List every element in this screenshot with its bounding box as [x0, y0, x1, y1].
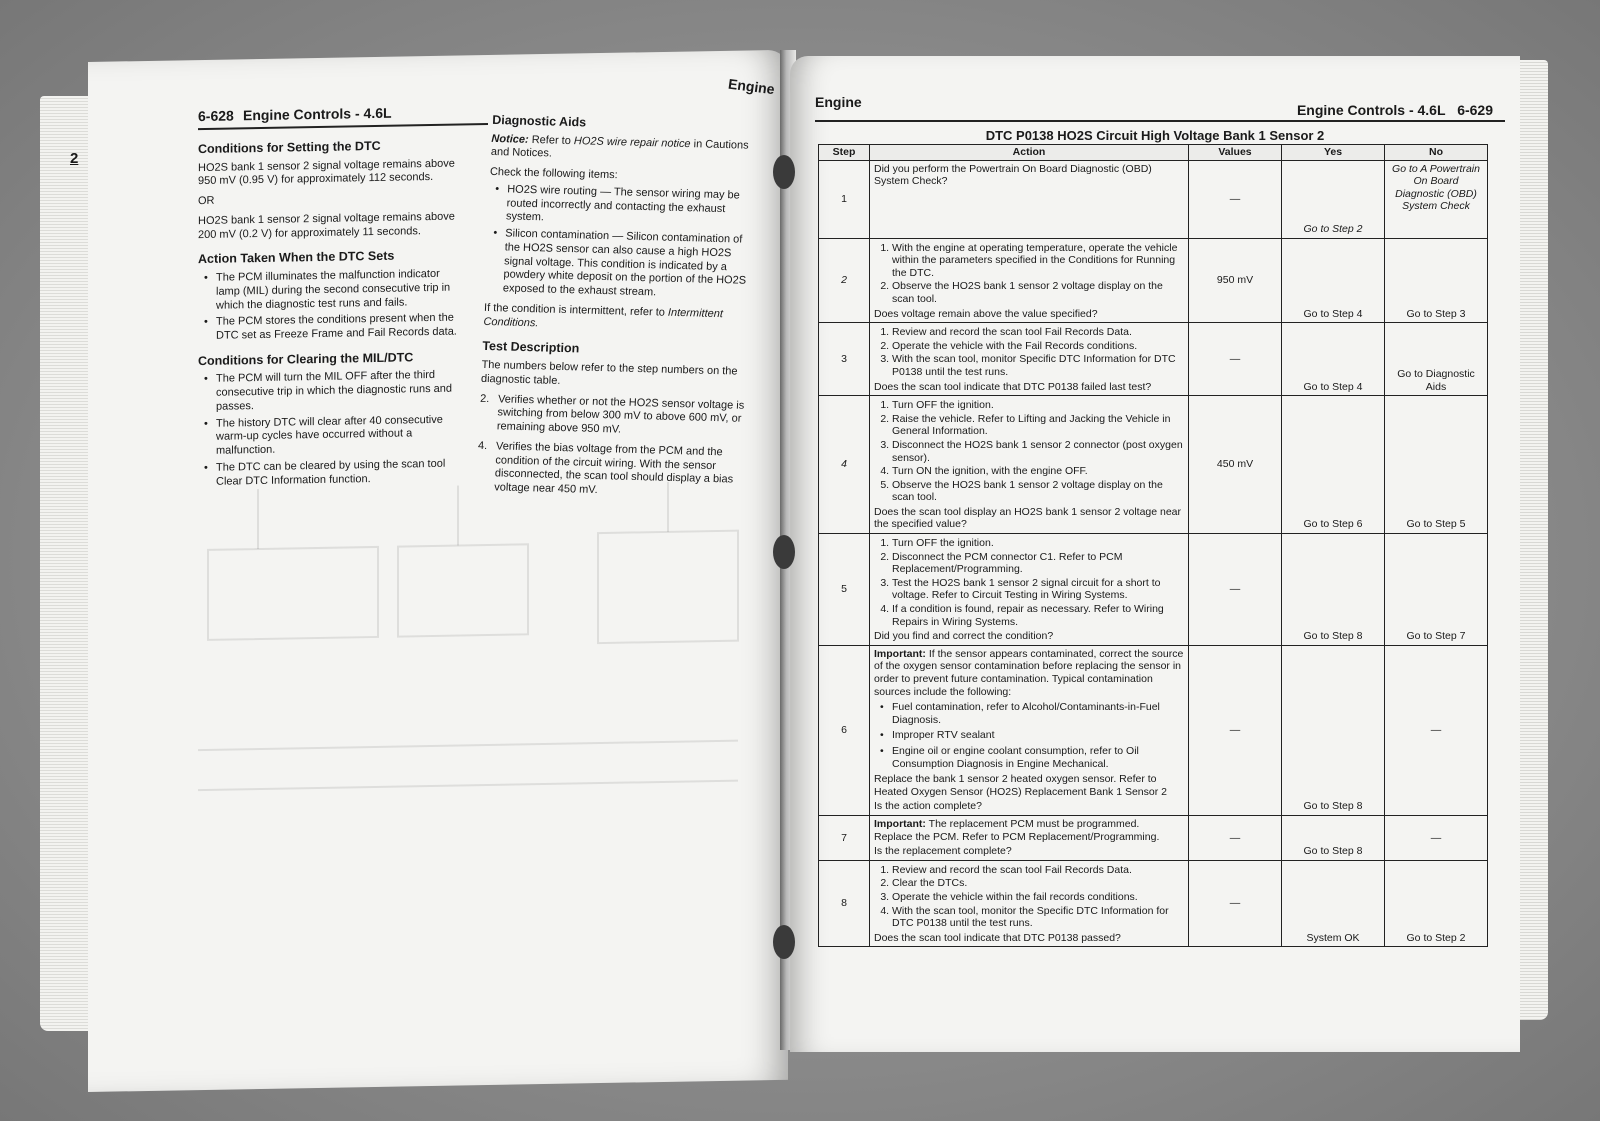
action-question: Is the action complete?	[874, 800, 982, 813]
conditions-setting-or: OR	[198, 194, 215, 208]
test-description-intro: The numbers below refer to the step numbers on the diagnostic table.	[480, 358, 738, 387]
table-row	[819, 815, 1488, 860]
step-number: 1	[819, 160, 870, 238]
conditions-clearing-item: • The PCM will turn the MIL OFF after the third consecutive trip in which the diagnostic runs and passes.	[198, 369, 466, 415]
important-label: Important:	[874, 647, 926, 660]
action-cell	[870, 396, 1189, 534]
action-step: 1. Turn OFF the ignition.	[892, 537, 1184, 550]
intermittent-pre: If the condition is intermittent, refer to	[483, 301, 666, 319]
left-column-2	[476, 103, 763, 508]
item-number: 2.	[479, 392, 490, 405]
value-cell: —	[1189, 645, 1282, 815]
diagnostic-aids-heading: Diagnostic Aids	[491, 112, 587, 130]
conditions-clearing-item: • The DTC can be cleared by using the scan tool Clear DTC Information function.	[198, 457, 466, 489]
running-header-right	[815, 92, 1505, 122]
column-header: Step	[819, 145, 870, 161]
important-label: Important:	[874, 817, 926, 830]
column-header: Values	[1189, 145, 1282, 161]
action-step: 3. With the scan tool, monitor Specific DTC Information for DTC P0138 until the test runs.	[892, 353, 1184, 378]
notice-paragraph	[491, 133, 762, 168]
no-cell: Go to Step 2	[1385, 860, 1488, 947]
action-step: 2. Observe the HO2S bank 1 sensor 2 voltage display on the scan tool.	[892, 280, 1184, 305]
diagnostic-table	[818, 144, 1488, 947]
conditions-setting-heading: Conditions for Setting the DTC	[198, 138, 381, 157]
table-row	[819, 645, 1488, 815]
action-step: 1. Turn OFF the ignition.	[892, 399, 1184, 412]
running-title-text: Engine Controls - 4.6L	[1296, 102, 1446, 118]
left-column-1	[198, 127, 466, 492]
notice-post: in Cautions and Notices.	[490, 137, 749, 160]
action-step: 1. Review and record the scan tool Fail Records Data.	[892, 326, 1184, 339]
table-row	[819, 860, 1488, 947]
intermittent-note	[483, 302, 754, 337]
table-title: DTC P0138 HO2S Circuit High Voltage Bank 1 Sensor 2	[985, 128, 1325, 143]
test-description-heading: Test Description	[482, 339, 580, 356]
table-row	[819, 160, 1488, 238]
action-taken-heading: Action Taken When the DTC Sets	[198, 249, 395, 267]
action-step: 3. Test the HO2S bank 1 sensor 2 signal circuit for a short to voltage. Refer to Circuit Testing in Wiring Systems.	[892, 577, 1184, 602]
action-text: Did you perform the Powertrain On Board Diagnostic (OBD) System Check?	[874, 162, 1152, 188]
action-taken-item: • The PCM stores the conditions present when the DTC set as Freeze Frame and Fail Records data.	[198, 312, 466, 344]
action-text: Replace the PCM. Refer to PCM Replacement/Programming.	[874, 830, 1160, 843]
action-step: 4. If a condition is found, repair as necessary. Refer to Wiring Repairs in Wiring Systems.	[892, 603, 1184, 628]
important-note	[874, 818, 1184, 831]
action-step: 3. Disconnect the HO2S bank 1 sensor 2 connector (post oxygen sensor).	[892, 439, 1184, 464]
action-step: 2. Operate the vehicle with the Fail Records conditions.	[892, 340, 1184, 353]
contamination-source: • Fuel contamination, refer to Alcohol/Contaminants-in-Fuel Diagnosis.	[874, 701, 1184, 726]
right-page	[790, 56, 1520, 1052]
item-text: Verifies whether or not the HO2S sensor voltage is switching from below 300 mV to above 600 mV, or remaining above 950 mV.	[496, 392, 745, 436]
value-cell: 950 mV	[1189, 238, 1282, 323]
conditions-setting-p1: HO2S bank 1 sensor 2 signal voltage remains above 950 mV (0.95 V) for approximately 112 seconds.	[198, 157, 455, 188]
binder-hole	[773, 155, 795, 189]
action-question: Does the scan tool indicate that DTC P0138 passed?	[874, 931, 1121, 944]
action-step: 3. Operate the vehicle within the fail records conditions.	[892, 891, 1184, 904]
action-step: 4. Turn ON the ignition, with the engine OFF.	[892, 465, 1184, 478]
step-number: 5	[819, 534, 870, 646]
item-number: 4.	[477, 439, 488, 452]
important-text: The replacement PCM must be programmed.	[928, 817, 1140, 830]
no-cell: Go to Step 7	[1385, 534, 1488, 646]
action-cell	[870, 534, 1189, 646]
value-cell: —	[1189, 815, 1282, 860]
diag-aid-item: • HO2S wire routing — The sensor wiring may be routed incorrectly and contacting the exhaust system.	[488, 183, 760, 231]
action-step: 2. Clear the DTCs.	[892, 877, 1184, 890]
yes-cell: System OK	[1282, 860, 1385, 947]
action-question: Did you find and correct the condition?	[874, 630, 1054, 643]
action-question: Is the replacement complete?	[874, 845, 1012, 858]
show-through-schematic	[198, 480, 758, 850]
notice-label: Notice:	[491, 132, 529, 146]
binder-hole	[773, 925, 795, 959]
action-taken-item: • The PCM illuminates the malfunction indicator lamp (MIL) during the second consecutive trip in which the diagnostic test runs and fails.	[198, 267, 466, 313]
action-question: Does the scan tool indicate that DTC P0138 failed last test?	[874, 380, 1152, 393]
value-cell: —	[1189, 323, 1282, 396]
step-number: 2	[819, 238, 870, 323]
step-number: 8	[819, 860, 870, 947]
no-cell: Go to Diagnostic Aids	[1385, 323, 1488, 396]
corner-label-right: Engine	[815, 94, 862, 110]
table-row	[819, 534, 1488, 646]
running-title-right	[1297, 102, 1493, 118]
action-text: Replace the bank 1 sensor 2 heated oxygen sensor. Refer to Heated Oxygen Sensor (HO2S) Replacement Bank 1 Sensor 2	[874, 773, 1167, 798]
action-step: 1. Review and record the scan tool Fail Records Data.	[892, 864, 1184, 877]
important-text: If the sensor appears contaminated, correct the source of the oxygen sensor contamination before replacing the sensor in order to prevent future contamination. Typical contamination sources include the following:	[874, 647, 1184, 698]
no-cell: Go to A Powertrain On Board Diagnostic (OBD) System Check	[1385, 160, 1488, 238]
contamination-source: • Improper RTV sealant	[874, 729, 1184, 742]
yes-cell: Go to Step 4	[1282, 323, 1385, 396]
item-text: Verifies the bias voltage from the PCM and the condition of the circuit wiring. With the sensor disconnected, the scan tool should display a bias voltage near 450 mV.	[493, 440, 734, 497]
no-cell: Go to Step 5	[1385, 396, 1488, 534]
table-header-row	[819, 145, 1488, 161]
step-number: 3	[819, 323, 870, 396]
action-question: Does voltage remain above the value specified?	[874, 307, 1098, 320]
yes-cell: Go to Step 2	[1282, 160, 1385, 238]
page-number-right: 6-629	[1457, 102, 1493, 118]
action-question: Does the scan tool display an HO2S bank 1 sensor 2 voltage near the specified value?	[874, 505, 1182, 531]
check-items-intro: Check the following items:	[489, 166, 618, 182]
yes-cell: Go to Step 8	[1282, 534, 1385, 646]
value-cell: —	[1189, 534, 1282, 646]
action-cell	[870, 645, 1189, 815]
conditions-clearing-heading: Conditions for Clearing the MIL/DTC	[198, 350, 414, 368]
table-row	[819, 238, 1488, 323]
no-cell: —	[1385, 815, 1488, 860]
action-cell	[870, 160, 1189, 238]
diag-aid-item: • Silicon contamination — Silicon contamination of the HO2S sensor can also cause a high HO2S signal voltage. This condition is indicated by a powdery white deposit on the portion of the HO2S exposed to the exhaust stream.	[485, 227, 758, 303]
action-step: 5. Observe the HO2S bank 1 sensor 2 voltage display on the scan tool.	[892, 479, 1184, 504]
page-number-left: 6-628	[198, 107, 234, 125]
yes-cell: Go to Step 8	[1282, 815, 1385, 860]
tab-number: 2	[70, 150, 79, 167]
value-cell: 450 mV	[1189, 396, 1282, 534]
step-number: 4	[819, 396, 870, 534]
value-cell: —	[1189, 160, 1282, 238]
intermittent-link: Intermittent Conditions.	[483, 306, 724, 329]
action-cell	[870, 238, 1189, 323]
action-step: 4. With the scan tool, monitor the Specific DTC Information for DTC P0138 until the test runs.	[892, 905, 1184, 930]
column-header: No	[1385, 145, 1488, 161]
contamination-source: • Engine oil or engine coolant consumption, refer to Oil Consumption Diagnosis in Engine Mechanical.	[874, 745, 1184, 770]
action-step: 2. Disconnect the PCM connector C1. Refer to PCM Replacement/Programming.	[892, 551, 1184, 576]
conditions-clearing-item: • The history DTC will clear after 40 consecutive warm-up cycles have occurred without a malfunction.	[198, 413, 466, 459]
action-cell	[870, 860, 1189, 947]
step-number: 6	[819, 645, 870, 815]
important-note	[874, 648, 1184, 698]
action-step: 2. Raise the vehicle. Refer to Lifting and Jacking the Vehicle in General Information.	[892, 413, 1184, 438]
corner-label-left: Engine	[727, 75, 776, 98]
notice-pre: Refer to	[531, 133, 572, 147]
action-cell	[870, 323, 1189, 396]
notice-link: HO2S wire repair notice	[573, 134, 691, 150]
value-cell: —	[1189, 860, 1282, 947]
table-row	[819, 323, 1488, 396]
left-page	[88, 50, 788, 1092]
action-cell	[870, 815, 1189, 860]
running-header-left	[198, 103, 488, 130]
yes-cell: Go to Step 8	[1282, 645, 1385, 815]
running-title-left: Engine Controls - 4.6L	[242, 104, 392, 124]
column-header: Action	[870, 145, 1189, 161]
yes-cell: Go to Step 4	[1282, 238, 1385, 323]
yes-cell: Go to Step 6	[1282, 396, 1385, 534]
column-header: Yes	[1282, 145, 1385, 161]
step-number: 7	[819, 815, 870, 860]
test-description-item	[479, 392, 751, 440]
no-cell: —	[1385, 645, 1488, 815]
no-cell: Go to Step 3	[1385, 238, 1488, 323]
action-step: 1. With the engine at operating temperature, operate the vehicle within the parameters specified in the Conditions for Running the DTC.	[892, 242, 1184, 280]
binder-hole	[773, 535, 795, 569]
table-row	[819, 396, 1488, 534]
conditions-setting-p2: HO2S bank 1 sensor 2 signal voltage remains above 200 mV (0.2 V) for approximately 11 seconds.	[198, 210, 455, 241]
